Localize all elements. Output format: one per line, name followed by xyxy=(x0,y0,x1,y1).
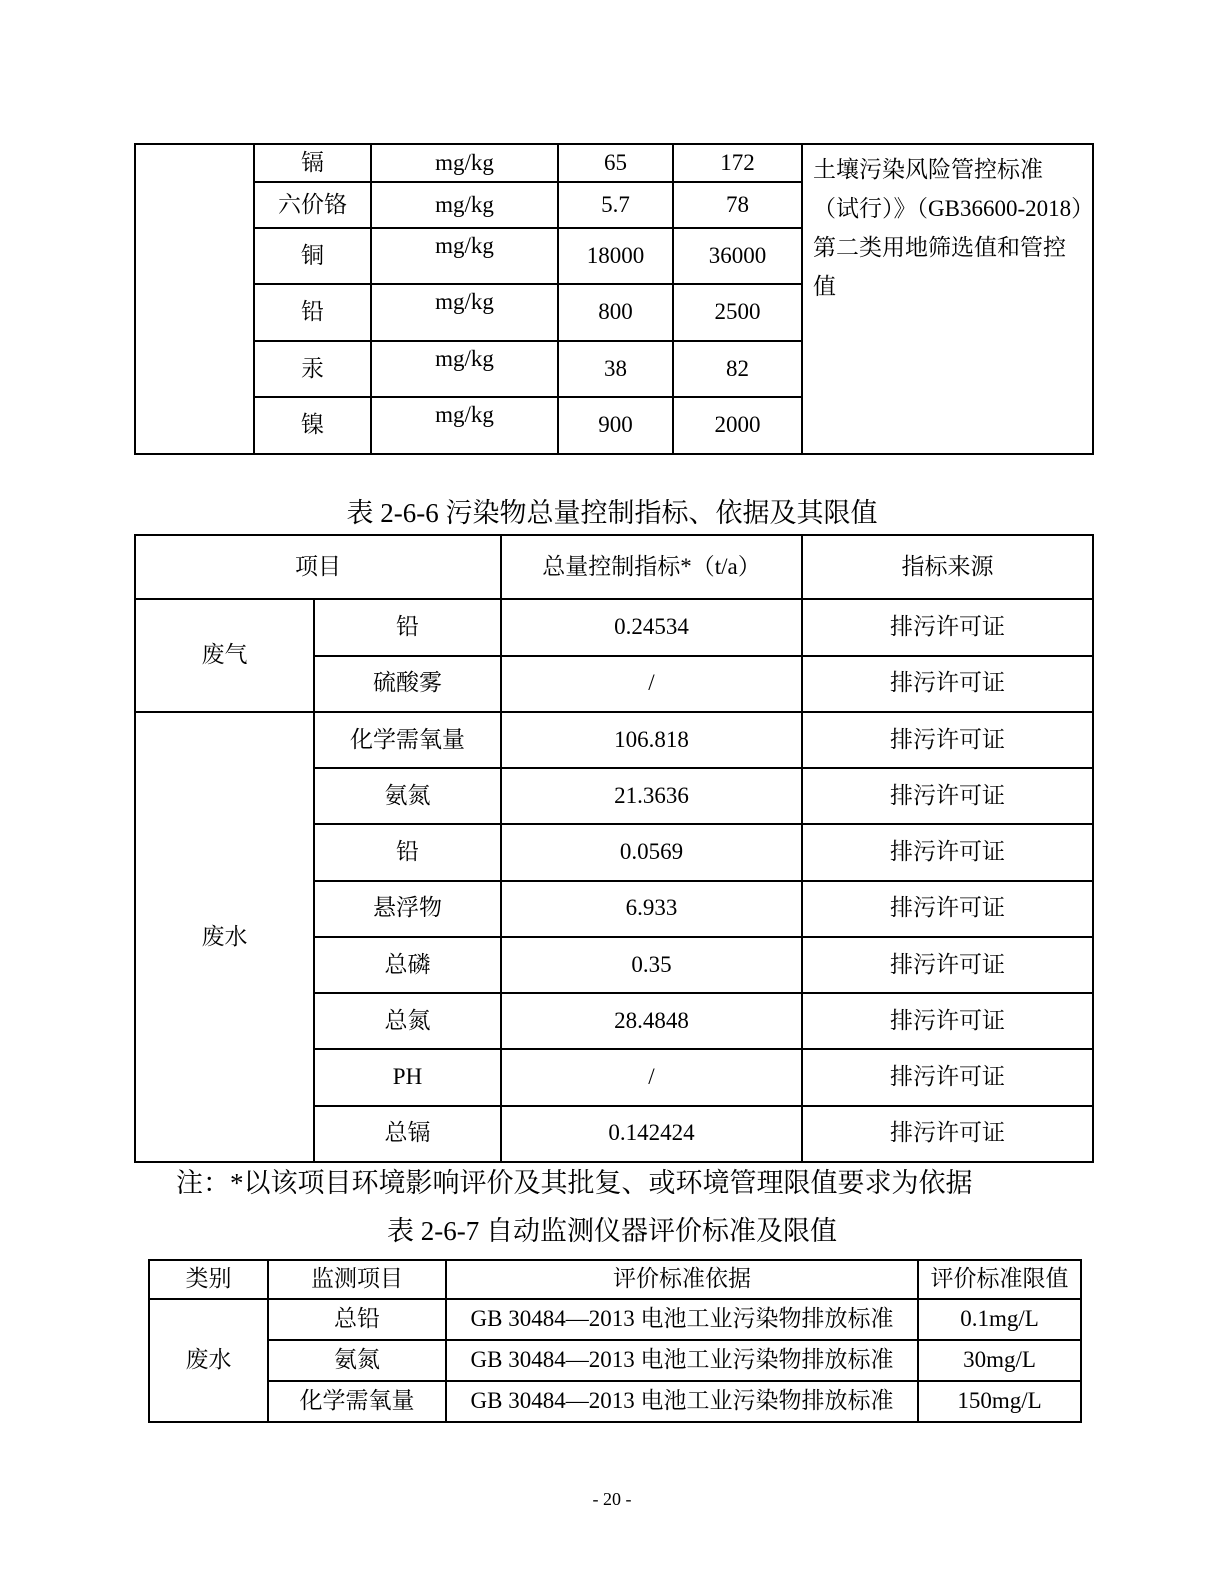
table-2-6-7-title: 表 2-6-7 自动监测仪器评价标准及限值 xyxy=(387,1216,837,1246)
value-cell: 0.0569 xyxy=(501,824,802,880)
control-value-cell: 36000 xyxy=(673,228,802,285)
header-item-cell: 监测项目 xyxy=(268,1260,446,1299)
table-2-6-6-title: 表 2-6-6 污染物总量控制指标、依据及其限值 xyxy=(346,498,878,528)
unit-cell: mg/kg xyxy=(371,341,558,398)
item-cell: 总镉 xyxy=(314,1106,501,1162)
source-cell: 排污许可证 xyxy=(802,712,1093,768)
empty-category-cell xyxy=(135,144,254,454)
control-value-cell: 2500 xyxy=(673,284,802,341)
category-cell-gas: 废气 xyxy=(135,599,314,712)
source-cell: 排污许可证 xyxy=(802,768,1093,824)
item-cell: 化学需氧量 xyxy=(268,1381,446,1422)
item-cell: 硫酸雾 xyxy=(314,656,501,712)
unit-cell: mg/kg xyxy=(371,397,558,454)
limit-cell: 0.1mg/L xyxy=(918,1299,1081,1340)
pollutant-name-cell: 铜 xyxy=(254,228,371,285)
table-note: 注：*以该项目环境影响评价及其批复、或环境管理限值要求为依据 xyxy=(176,1168,973,1198)
value-cell: 0.35 xyxy=(501,937,802,993)
source-cell: 排污许可证 xyxy=(802,824,1093,880)
screening-value-cell: 18000 xyxy=(558,228,673,285)
source-cell: 排污许可证 xyxy=(802,656,1093,712)
basis-cell: GB 30484—2013 电池工业污染物排放标准 xyxy=(446,1340,918,1381)
header-source-cell: 指标来源 xyxy=(802,535,1093,599)
screening-value-cell: 800 xyxy=(558,284,673,341)
source-cell: 排污许可证 xyxy=(802,1049,1093,1105)
table-header-row xyxy=(149,1260,1081,1299)
pollutant-name-cell: 镍 xyxy=(254,397,371,454)
screening-value-cell: 900 xyxy=(558,397,673,454)
item-cell: PH xyxy=(314,1049,501,1105)
value-cell: 28.4848 xyxy=(501,993,802,1049)
source-cell: 排污许可证 xyxy=(802,937,1093,993)
value-cell: 0.142424 xyxy=(501,1106,802,1162)
value-cell: / xyxy=(501,656,802,712)
pollutant-name-cell: 汞 xyxy=(254,341,371,398)
value-cell: 21.3636 xyxy=(501,768,802,824)
category-cell-water: 废水 xyxy=(149,1299,268,1422)
control-value-cell: 82 xyxy=(673,341,802,398)
source-cell: 排污许可证 xyxy=(802,1106,1093,1162)
standard-source-cell: 土壤污染风险管控标准（试行）》（GB36600-2018）第二类用地筛选值和管控值 xyxy=(802,144,1093,454)
header-category-cell: 类别 xyxy=(149,1260,268,1299)
header-limit-cell: 评价标准限值 xyxy=(918,1260,1081,1299)
pollutant-name-cell: 六价铬 xyxy=(254,182,371,227)
source-cell: 排污许可证 xyxy=(802,881,1093,937)
item-cell: 总磷 xyxy=(314,937,501,993)
limit-cell: 30mg/L xyxy=(918,1340,1081,1381)
source-cell: 排污许可证 xyxy=(802,599,1093,655)
table-header-row xyxy=(135,535,1093,599)
basis-cell: GB 30484—2013 电池工业污染物排放标准 xyxy=(446,1381,918,1422)
screening-value-cell: 5.7 xyxy=(558,182,673,227)
monitoring-standard-table xyxy=(148,1259,1082,1423)
table-row xyxy=(149,1340,1081,1381)
page-number: - 20 - xyxy=(592,1489,632,1509)
table-row xyxy=(149,1381,1081,1422)
value-cell: 6.933 xyxy=(501,881,802,937)
control-value-cell: 78 xyxy=(673,182,802,227)
limit-cell: 150mg/L xyxy=(918,1381,1081,1422)
unit-cell: mg/kg xyxy=(371,284,558,341)
table-row xyxy=(135,599,1093,655)
item-cell: 总铅 xyxy=(268,1299,446,1340)
item-cell: 悬浮物 xyxy=(314,881,501,937)
total-control-table xyxy=(134,534,1094,1163)
item-cell: 氨氮 xyxy=(268,1340,446,1381)
screening-value-cell: 38 xyxy=(558,341,673,398)
unit-cell: mg/kg xyxy=(371,144,558,182)
pollutant-name-cell: 镉 xyxy=(254,144,371,182)
unit-cell: mg/kg xyxy=(371,228,558,285)
table-row xyxy=(135,712,1093,768)
item-cell: 化学需氧量 xyxy=(314,712,501,768)
screening-value-cell: 65 xyxy=(558,144,673,182)
source-cell: 排污许可证 xyxy=(802,993,1093,1049)
header-indicator-cell: 总量控制指标*（t/a） xyxy=(501,535,802,599)
item-cell: 氨氮 xyxy=(314,768,501,824)
basis-cell: GB 30484—2013 电池工业污染物排放标准 xyxy=(446,1299,918,1340)
table-row xyxy=(149,1299,1081,1340)
header-item-cell: 项目 xyxy=(135,535,501,599)
item-cell: 总氮 xyxy=(314,993,501,1049)
soil-standard-table xyxy=(134,143,1094,455)
value-cell: 0.24534 xyxy=(501,599,802,655)
unit-cell: mg/kg xyxy=(371,182,558,227)
header-basis-cell: 评价标准依据 xyxy=(446,1260,918,1299)
category-cell-water: 废水 xyxy=(135,712,314,1162)
item-cell: 铅 xyxy=(314,824,501,880)
pollutant-name-cell: 铅 xyxy=(254,284,371,341)
value-cell: / xyxy=(501,1049,802,1105)
value-cell: 106.818 xyxy=(501,712,802,768)
table-row xyxy=(135,144,1093,182)
control-value-cell: 172 xyxy=(673,144,802,182)
item-cell: 铅 xyxy=(314,599,501,655)
control-value-cell: 2000 xyxy=(673,397,802,454)
